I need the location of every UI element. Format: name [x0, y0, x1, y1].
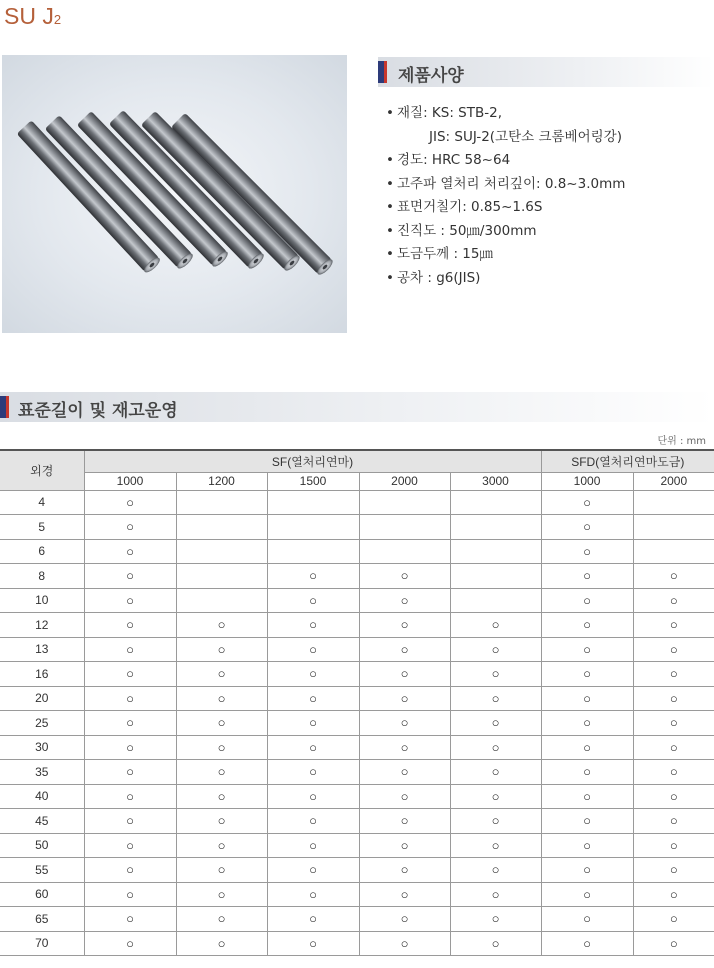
product-photo [2, 55, 347, 333]
stock-mark-cell: ○ [176, 711, 267, 736]
stock-mark-cell: ○ [359, 760, 450, 785]
stock-mark-cell: ○ [541, 833, 633, 858]
table-header-row-groups [0, 450, 714, 472]
stock-mark-cell: ○ [359, 711, 450, 736]
steel-shafts-image [2, 55, 347, 333]
stock-mark-cell: ○ [633, 809, 714, 834]
diameter-cell: 30 [0, 735, 84, 760]
stock-mark-cell: ○ [359, 809, 450, 834]
diameter-cell: 4 [0, 490, 84, 515]
stock-mark-cell: ○ [84, 711, 176, 736]
empty-cell [359, 515, 450, 540]
stock-mark-cell: ○ [359, 735, 450, 760]
diameter-cell: 35 [0, 760, 84, 785]
length-header: 1500 [267, 472, 359, 490]
stock-mark-cell: ○ [267, 931, 359, 956]
stock-mark-cell: ○ [541, 515, 633, 540]
stock-mark-cell: ○ [267, 809, 359, 834]
spec-item [386, 221, 625, 245]
table-row [0, 539, 714, 564]
stock-mark-cell: ○ [633, 784, 714, 809]
stock-mark-cell: ○ [84, 735, 176, 760]
diameter-cell: 5 [0, 515, 84, 540]
bullet-icon: • [386, 152, 394, 168]
stock-mark-cell: ○ [450, 907, 541, 932]
empty-cell [633, 515, 714, 540]
bullet-icon: • [386, 269, 394, 286]
stock-mark-cell: ○ [84, 858, 176, 883]
spec-item-text: 진직도 : 50㎛/300mm [397, 222, 537, 239]
empty-cell [267, 490, 359, 515]
group-header-sfd: SFD(열처리연마도금) [541, 450, 714, 472]
empty-cell [267, 539, 359, 564]
diameter-cell: 12 [0, 613, 84, 638]
length-header: 1000 [84, 472, 176, 490]
empty-cell [633, 539, 714, 564]
stock-mark-cell: ○ [541, 662, 633, 687]
diameter-cell: 60 [0, 882, 84, 907]
stock-mark-cell: ○ [633, 931, 714, 956]
stock-mark-cell: ○ [359, 662, 450, 687]
length-header: 2000 [359, 472, 450, 490]
empty-cell [176, 490, 267, 515]
stock-mark-cell: ○ [359, 833, 450, 858]
spec-item [386, 150, 625, 174]
stock-mark-cell: ○ [359, 784, 450, 809]
stock-mark-cell: ○ [359, 882, 450, 907]
spec-item [386, 197, 625, 221]
table-row [0, 760, 714, 785]
unit-note: 단위 : mm [657, 436, 706, 447]
table-row [0, 637, 714, 662]
table-row [0, 809, 714, 834]
stock-mark-cell: ○ [267, 588, 359, 613]
stock-mark-cell: ○ [267, 637, 359, 662]
stock-mark-cell: ○ [359, 613, 450, 638]
stock-mark-cell: ○ [176, 637, 267, 662]
stock-mark-cell: ○ [84, 882, 176, 907]
stock-mark-cell: ○ [359, 931, 450, 956]
stock-mark-cell: ○ [267, 784, 359, 809]
stock-mark-cell: ○ [267, 662, 359, 687]
diameter-header: 외경 [0, 450, 84, 490]
stock-mark-cell: ○ [633, 735, 714, 760]
spec-item [386, 268, 625, 292]
diameter-cell: 25 [0, 711, 84, 736]
table-row [0, 882, 714, 907]
stock-mark-cell: ○ [176, 662, 267, 687]
stock-mark-cell: ○ [84, 760, 176, 785]
stock-mark-cell: ○ [541, 858, 633, 883]
empty-cell [176, 588, 267, 613]
table-row [0, 858, 714, 883]
stock-mark-cell: ○ [176, 882, 267, 907]
stock-mark-cell: ○ [176, 686, 267, 711]
diameter-cell: 20 [0, 686, 84, 711]
bullet-icon: • [386, 175, 394, 192]
stock-mark-cell: ○ [541, 588, 633, 613]
stock-mark-cell: ○ [541, 882, 633, 907]
spec-item [386, 244, 625, 268]
diameter-cell: 10 [0, 588, 84, 613]
stock-table [0, 449, 714, 956]
empty-cell [450, 539, 541, 564]
stock-mark-cell: ○ [267, 882, 359, 907]
stock-mark-cell: ○ [176, 833, 267, 858]
spec-item [386, 103, 625, 127]
stock-mark-cell: ○ [633, 760, 714, 785]
stock-mark-cell: ○ [176, 907, 267, 932]
stock-mark-cell: ○ [633, 686, 714, 711]
stock-mark-cell: ○ [267, 613, 359, 638]
diameter-cell: 50 [0, 833, 84, 858]
stock-mark-cell: ○ [633, 637, 714, 662]
empty-cell [267, 515, 359, 540]
empty-cell [450, 490, 541, 515]
diameter-cell: 40 [0, 784, 84, 809]
spec-item-text: 공차 : g6(JIS) [397, 269, 481, 286]
group-header-sf: SF(열처리연마) [84, 450, 541, 472]
diameter-cell: 8 [0, 564, 84, 589]
diameter-cell: 55 [0, 858, 84, 883]
stock-mark-cell: ○ [267, 833, 359, 858]
stock-mark-cell: ○ [450, 735, 541, 760]
diameter-cell: 6 [0, 539, 84, 564]
stock-mark-cell: ○ [267, 760, 359, 785]
stock-mark-cell: ○ [84, 931, 176, 956]
stock-mark-cell: ○ [450, 809, 541, 834]
empty-cell [450, 564, 541, 589]
stock-mark-cell: ○ [176, 858, 267, 883]
stock-mark-cell: ○ [633, 858, 714, 883]
spec-item-text: JIS: SUJ-2(고탄소 크롬베어링강) [429, 128, 622, 145]
stock-mark-cell: ○ [359, 858, 450, 883]
diameter-cell: 65 [0, 907, 84, 932]
stock-mark-cell: ○ [267, 564, 359, 589]
stock-mark-cell: ○ [84, 613, 176, 638]
stock-mark-cell: ○ [84, 539, 176, 564]
stock-mark-cell: ○ [176, 784, 267, 809]
diameter-cell: 16 [0, 662, 84, 687]
empty-cell [633, 490, 714, 515]
stock-mark-cell: ○ [450, 784, 541, 809]
stock-section-header [0, 392, 714, 422]
stock-mark-cell: ○ [84, 809, 176, 834]
length-header: 1200 [176, 472, 267, 490]
stock-mark-cell: ○ [541, 809, 633, 834]
stock-mark-cell: ○ [84, 564, 176, 589]
stock-mark-cell: ○ [541, 760, 633, 785]
stock-mark-cell: ○ [633, 882, 714, 907]
stock-mark-cell: ○ [176, 613, 267, 638]
stock-mark-cell: ○ [84, 662, 176, 687]
stock-mark-cell: ○ [176, 735, 267, 760]
empty-cell [359, 490, 450, 515]
spec-item [386, 174, 625, 198]
stock-mark-cell: ○ [267, 686, 359, 711]
stock-mark-cell: ○ [633, 833, 714, 858]
stock-mark-cell: ○ [84, 686, 176, 711]
stock-mark-cell: ○ [450, 637, 541, 662]
stock-mark-cell: ○ [450, 882, 541, 907]
stock-heading: 표준길이 및 재고운영 [18, 401, 178, 421]
stock-mark-cell: ○ [450, 686, 541, 711]
empty-cell [450, 515, 541, 540]
stock-mark-cell: ○ [176, 809, 267, 834]
stock-mark-cell: ○ [176, 931, 267, 956]
stock-mark-cell: ○ [359, 637, 450, 662]
stock-mark-cell: ○ [176, 760, 267, 785]
spec-header-accent [384, 61, 387, 83]
diameter-cell: 70 [0, 931, 84, 956]
empty-cell [450, 588, 541, 613]
stock-mark-cell: ○ [541, 735, 633, 760]
stock-mark-cell: ○ [84, 515, 176, 540]
table-row [0, 662, 714, 687]
stock-mark-cell: ○ [633, 613, 714, 638]
stock-mark-cell: ○ [450, 931, 541, 956]
table-row [0, 711, 714, 736]
stock-mark-cell: ○ [541, 539, 633, 564]
stock-mark-cell: ○ [84, 637, 176, 662]
stock-mark-cell: ○ [450, 711, 541, 736]
diameter-cell: 45 [0, 809, 84, 834]
length-header: 3000 [450, 472, 541, 490]
stock-mark-cell: ○ [541, 711, 633, 736]
table-header-row-lengths [0, 472, 714, 490]
length-header: 1000 [541, 472, 633, 490]
empty-cell [359, 539, 450, 564]
stock-mark-cell: ○ [267, 735, 359, 760]
table-row [0, 833, 714, 858]
stock-mark-cell: ○ [84, 588, 176, 613]
stock-mark-cell: ○ [359, 564, 450, 589]
table-row [0, 588, 714, 613]
stock-mark-cell: ○ [541, 907, 633, 932]
stock-mark-cell: ○ [267, 858, 359, 883]
bullet-icon: • [386, 222, 394, 239]
spec-section-header [378, 57, 714, 87]
stock-mark-cell: ○ [633, 662, 714, 687]
stock-header-accent [6, 396, 9, 418]
spec-list [386, 103, 625, 291]
stock-mark-cell: ○ [633, 564, 714, 589]
spec-item-text: 재질: KS: STB-2, [397, 105, 503, 121]
table-row [0, 613, 714, 638]
spec-item-text: 경도: HRC 58~64 [397, 152, 511, 168]
stock-mark-cell: ○ [84, 784, 176, 809]
stock-mark-cell: ○ [541, 613, 633, 638]
stock-mark-cell: ○ [359, 686, 450, 711]
stock-mark-cell: ○ [633, 588, 714, 613]
stock-mark-cell: ○ [541, 686, 633, 711]
page-title [4, 3, 61, 30]
stock-mark-cell: ○ [359, 907, 450, 932]
table-row [0, 784, 714, 809]
bullet-icon: • [386, 199, 394, 215]
stock-mark-cell: ○ [267, 711, 359, 736]
spec-heading: 제품사양 [398, 66, 464, 86]
stock-mark-cell: ○ [450, 833, 541, 858]
empty-cell [176, 539, 267, 564]
stock-mark-cell: ○ [541, 637, 633, 662]
stock-mark-cell: ○ [450, 662, 541, 687]
table-row [0, 515, 714, 540]
stock-mark-cell: ○ [633, 907, 714, 932]
stock-mark-cell: ○ [84, 490, 176, 515]
stock-mark-cell: ○ [84, 833, 176, 858]
table-row [0, 564, 714, 589]
page-title-main: SU J [4, 3, 54, 29]
table-row [0, 686, 714, 711]
stock-mark-cell: ○ [633, 711, 714, 736]
stock-mark-cell: ○ [450, 760, 541, 785]
table-row [0, 907, 714, 932]
stock-mark-cell: ○ [84, 907, 176, 932]
length-header: 2000 [633, 472, 714, 490]
page-title-sub: 2 [53, 12, 62, 27]
table-row [0, 931, 714, 956]
stock-mark-cell: ○ [450, 858, 541, 883]
table-row [0, 490, 714, 515]
spec-item-text: 도금두께 : 15㎛ [397, 246, 493, 262]
stock-mark-cell: ○ [541, 931, 633, 956]
spec-item-text: 고주파 열처리 처리깊이: 0.8~3.0mm [397, 175, 626, 192]
table-row [0, 735, 714, 760]
spec-item-text: 표면거칠기: 0.85~1.6S [397, 199, 543, 215]
diameter-cell: 13 [0, 637, 84, 662]
bullet-icon: • [386, 246, 394, 262]
stock-mark-cell: ○ [541, 564, 633, 589]
stock-mark-cell: ○ [541, 490, 633, 515]
stock-mark-cell: ○ [450, 613, 541, 638]
stock-mark-cell: ○ [359, 588, 450, 613]
spec-item [386, 127, 625, 151]
bullet-icon: • [386, 105, 394, 121]
stock-mark-cell: ○ [541, 784, 633, 809]
empty-cell [176, 515, 267, 540]
empty-cell [176, 564, 267, 589]
stock-mark-cell: ○ [267, 907, 359, 932]
